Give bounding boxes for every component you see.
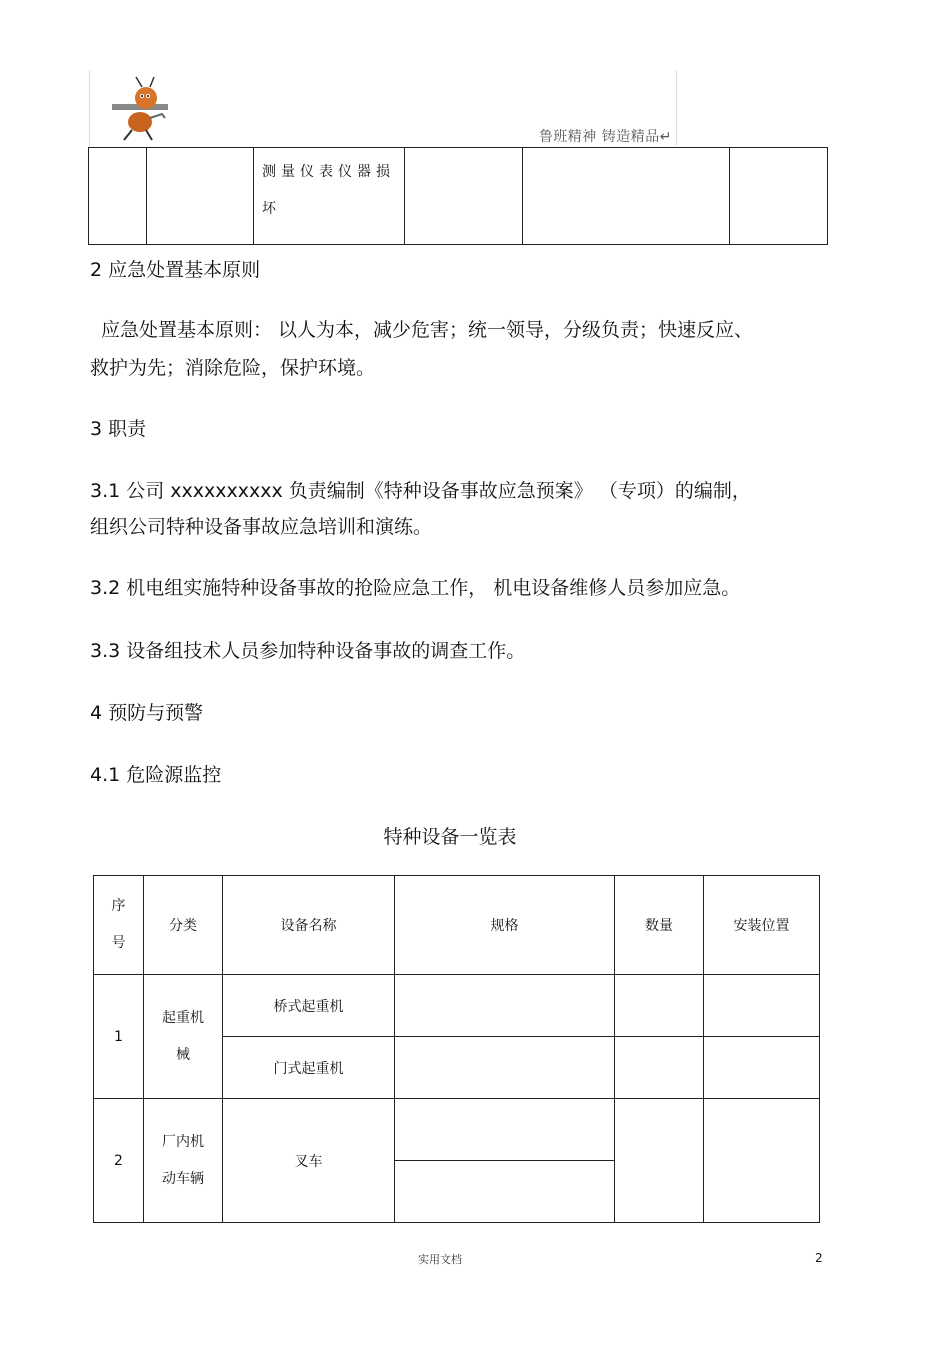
row-spec [395,1161,615,1223]
section-heading: 2 应急处置基本原则 [90,259,261,281]
table-cell [254,148,405,245]
table-cell [730,148,828,245]
table-header-row [94,876,820,975]
header-category: 分类 [144,876,223,975]
cell-text: 测量仪表仪器损坏 [262,164,395,217]
table-cell [147,148,254,245]
header-location: 安装位置 [704,876,820,975]
paragraph-line: 3.2 机电组实施特种设备事故的抢险应急工作， 机电设备维修人员参加应急。 [90,577,741,599]
header-name: 设备名称 [223,876,395,975]
row-equipment-name: 叉车 [223,1099,395,1223]
paragraph-line: 3.3 设备组技术人员参加特种设备事故的调查工作。 [90,640,526,662]
row-location [704,1099,820,1223]
table-cell [523,148,730,245]
header-qty: 数量 [615,876,704,975]
page-header [89,70,677,146]
row-seq: 2 [94,1099,144,1223]
equipment-table [93,875,820,1223]
row-qty [615,975,704,1037]
ant-mascot-logo [110,74,170,144]
row-equipment-name: 门式起重机 [223,1037,395,1099]
table-cell [405,148,523,245]
section-heading: 3 职责 [90,418,147,440]
header-spec: 规格 [395,876,615,975]
paragraph-line: 应急处置基本原则： 以人为本，减少危害；统一领导，分级负责；快速反应、 [101,319,754,341]
paragraph-line: 组织公司特种设备事故应急培训和演练。 [90,516,433,538]
paragraph-line: 3.1 公司 xxxxxxxxxx 负责编制《特种设备事故应急预案》 （专项）的编制， [90,480,751,502]
row-equipment-name: 桥式起重机 [223,975,395,1037]
row-seq: 1 [94,975,144,1099]
table-caption: 特种设备一览表 [383,826,517,848]
row-category: 厂内机 动车辆 [144,1099,223,1223]
subsection-heading: 4.1 危险源监控 [90,764,222,786]
top-table-fragment [88,147,828,245]
row-location [704,1037,820,1099]
header-seq: 序 号 [94,876,144,975]
row-spec [395,1099,615,1161]
footer-label: 实用文档 [418,1253,462,1266]
row-qty [615,1037,704,1099]
row-spec [395,975,615,1037]
row-category: 起重机 械 [144,975,223,1099]
header-motto: 鲁班精神 铸造精品↵ [538,129,672,145]
row-spec [395,1037,615,1099]
row-location [704,975,820,1037]
paragraph-line: 救护为先；消除危险，保护环境。 [90,357,376,379]
page-number: 2 [815,1251,823,1265]
section-heading: 4 预防与预警 [90,702,204,724]
row-qty [615,1099,704,1223]
table-cell [89,148,147,245]
table-row [94,1099,820,1161]
table-row [94,975,820,1037]
